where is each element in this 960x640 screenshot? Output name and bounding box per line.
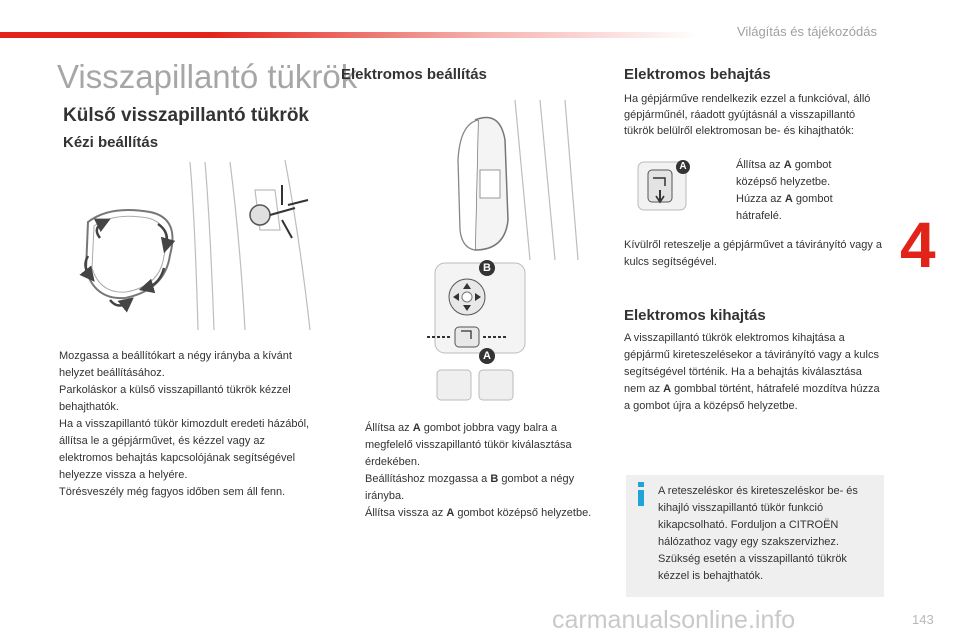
fold-label-a-badge: A bbox=[676, 160, 690, 174]
left-paragraph: Törésveszély még fagyos időben sem áll fenn. bbox=[59, 486, 286, 498]
list-item: Beállításhoz mozgassa a B gombot a négy irányba. bbox=[365, 473, 575, 502]
chapter-number: 4 bbox=[900, 209, 936, 281]
remote-lock-text: Kívülről reteszelje a gépjárművet a távirányító vagy a kulcs segítségével. bbox=[624, 239, 883, 268]
unfold-text: A visszapillantó tükrök elektromos kihajtása a gépjármű kireteszelésekor a távirányító vagy a kulcs segítségével történik. Ha a behajtás kiválasztása nem az A gombbal történt, hátrafelé mozdítva húzza a gombot újra a középső helyzetbe. bbox=[624, 332, 880, 412]
info-text: A reteszeléskor és kireteszeléskor be- és kihajló visszapillantó tükör funkció kikapcsolható. Forduljon a CITROËN hálózathoz vagy egy szakszervizhez. Szükség esetén a visszapillantó tükrök kézzel is behajthatók. bbox=[658, 485, 858, 582]
watermark: carmanualsonline.info bbox=[552, 606, 796, 634]
selector-a-knob bbox=[455, 327, 479, 347]
section-header: Világítás és tájékozódás bbox=[737, 24, 877, 39]
right-bullet-list bbox=[714, 157, 864, 225]
right-intro: Ha gépjárműve rendelkezik ezzel a funkcióval, álló gépjárműnél, ráadott gyújtásnál a visszapillantó tükrök belülről elektromosan be- és kihajthatók: bbox=[624, 93, 871, 137]
door-control-panel bbox=[425, 255, 535, 405]
right-heading-2: Elektromos kihajtás bbox=[624, 307, 766, 324]
electric-mirror-illustration bbox=[380, 100, 580, 260]
list-item: Húzza az A gombot hátrafelé. bbox=[736, 193, 833, 222]
left-paragraph: Ha a visszapillantó tükör kimozdult eredeti házából, állítsa le a gépjárművet, és kézzel vagy az elektromos behajtás kapcsolójának segítségével helyezze vissza a helyére. bbox=[59, 418, 310, 481]
header-accent-bar bbox=[0, 32, 700, 38]
page-number: 143 bbox=[912, 612, 934, 627]
left-subheading: Kézi beállítás bbox=[63, 134, 159, 151]
left-heading: Külső visszapillantó tükrök bbox=[63, 105, 309, 126]
middle-bullet-list bbox=[343, 420, 605, 522]
info-icon bbox=[634, 482, 648, 506]
list-item: Állítsa vissza az A gombot középső helyzetbe. bbox=[365, 507, 592, 519]
list-item: Állítsa az A gombot középső helyzetbe. bbox=[736, 159, 832, 188]
label-b-badge: B bbox=[479, 260, 495, 276]
label-a-badge: A bbox=[479, 348, 495, 364]
left-body bbox=[59, 348, 321, 501]
page-title: Visszapillantó tükrök bbox=[57, 58, 358, 95]
list-item: Állítsa az A gombot jobbra vagy balra a megfelelő visszapillantó tükör kiválasztása érdekében. bbox=[365, 422, 572, 468]
manual-mirror-illustration bbox=[70, 160, 330, 330]
left-paragraph: Mozgassa a beállítókart a négy irányba a kívánt helyzet beállításához. bbox=[59, 350, 292, 379]
left-paragraph: Parkoláskor a külső visszapillantó tükrök kézzel behajthatók. bbox=[59, 384, 291, 413]
adjust-lever bbox=[250, 205, 270, 225]
right-heading: Elektromos behajtás bbox=[624, 66, 771, 83]
middle-heading: Elektromos beállítás bbox=[341, 66, 487, 83]
